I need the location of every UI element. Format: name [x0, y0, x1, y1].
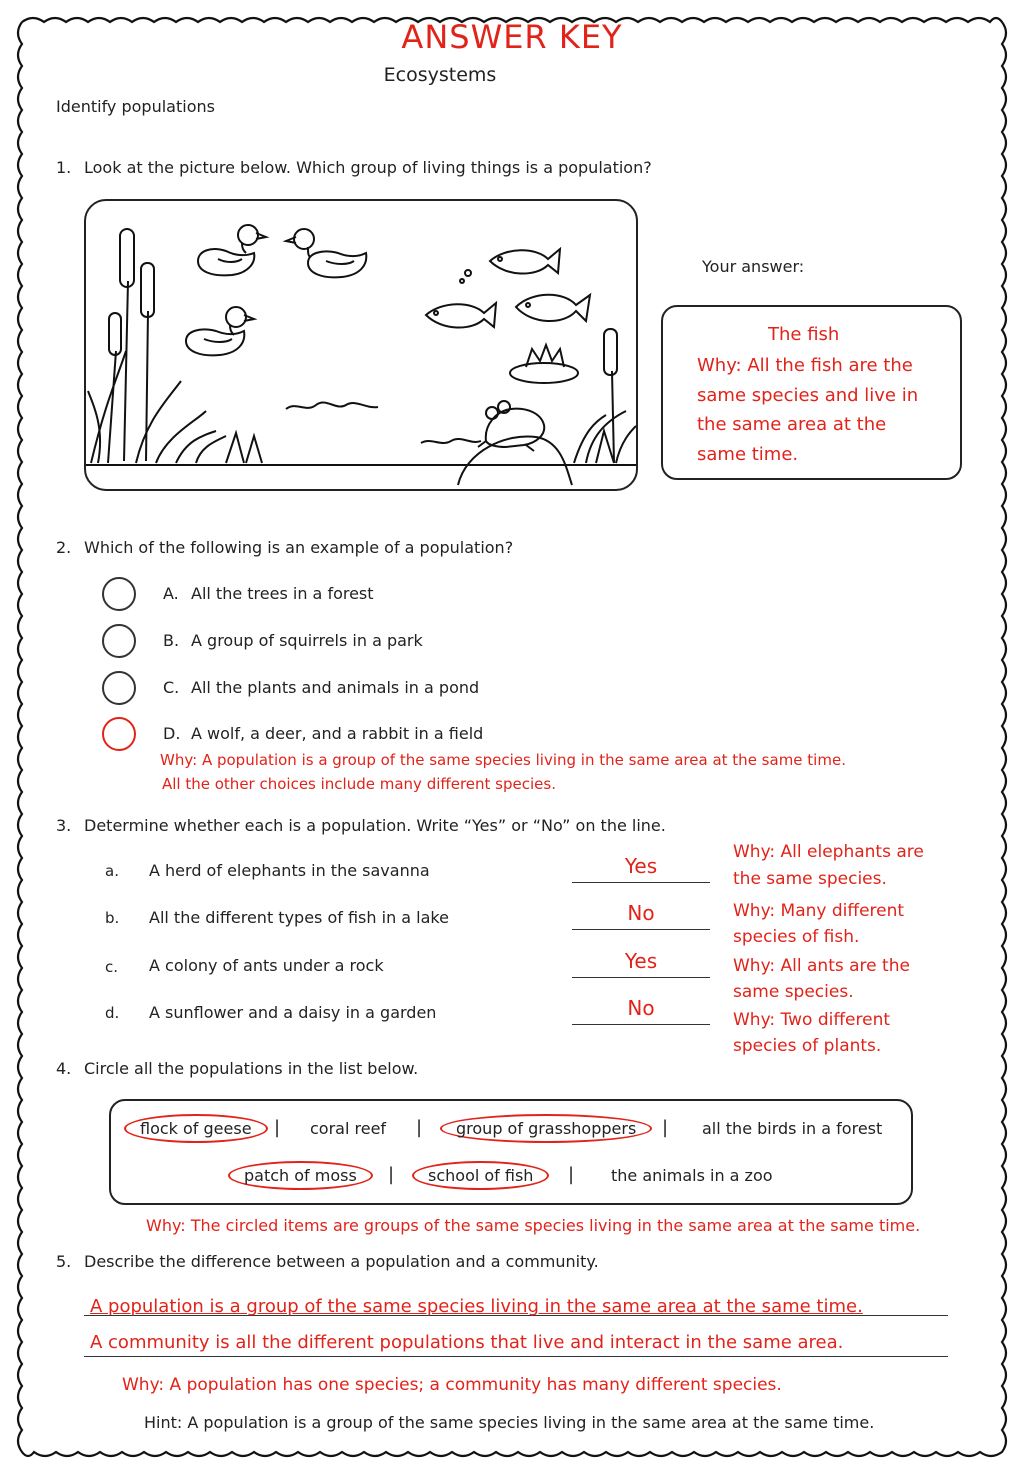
q3-answer-field[interactable]: Yes [572, 854, 710, 883]
q3-number: 3. [56, 816, 72, 835]
answer-key-title: ANSWER KEY [401, 18, 623, 56]
list-separator: | [274, 1117, 281, 1138]
duck-icon [186, 307, 254, 355]
q3-why-line: species of fish. [733, 927, 860, 947]
q1-answer-line: the same area at the [697, 414, 887, 435]
option-b-text: A group of squirrels in a park [191, 631, 423, 650]
q3-row-text: A sunflower and a daisy in a garden [149, 1003, 437, 1022]
list-item[interactable]: the animals in a zoo [611, 1166, 773, 1185]
q2-text: Which of the following is an example of a population? [84, 538, 514, 557]
q3-answer-field[interactable]: Yes [572, 949, 710, 978]
option-a-label: A. [163, 584, 179, 603]
list-item[interactable]: coral reef [310, 1119, 387, 1138]
section-heading: Identify populations [56, 97, 215, 116]
list-item[interactable]: all the birds in a forest [702, 1119, 883, 1138]
list-separator: | [568, 1164, 575, 1185]
q1-answer-line: Why: All the fish are the [697, 355, 913, 376]
list-separator: | [416, 1117, 423, 1138]
your-answer-label: Your answer: [702, 257, 805, 276]
list-separator: | [388, 1164, 395, 1185]
q3-why-line: the same species. [733, 869, 887, 889]
q4-why: Why: The circled items are groups of the same species living in the same area at the same time. [146, 1216, 921, 1235]
grass-icon [574, 411, 636, 463]
q5-text: Describe the difference between a population and a community. [84, 1252, 599, 1271]
q1-number: 1. [56, 158, 72, 177]
q5-why: Why: A population has one species; a community has many different species. [122, 1375, 782, 1395]
list-item-circled[interactable]: patch of moss [228, 1161, 373, 1190]
option-c-label: C. [163, 678, 180, 697]
option-c-text: All the plants and animals in a pond [191, 678, 480, 697]
option-a-text: All the trees in a forest [191, 584, 374, 603]
q5-answer-line-1[interactable]: A population is a group of the same species living in the same area at the same time. [90, 1296, 863, 1317]
list-item-circled[interactable]: flock of geese [124, 1114, 268, 1143]
q2-why-line: All the other choices include many different species. [162, 775, 556, 793]
cattail-icon [604, 329, 617, 463]
q3-answer-field[interactable]: No [572, 996, 710, 1025]
duck-icon [286, 229, 366, 277]
pond-illustration [86, 201, 636, 489]
rock-icon [458, 436, 572, 485]
q3-row-text: A colony of ants under a rock [149, 956, 384, 975]
q4-number: 4. [56, 1059, 72, 1078]
option-b-radio[interactable] [102, 624, 136, 658]
list-separator: | [662, 1117, 669, 1138]
q3-why-line: Why: All elephants are [733, 842, 924, 862]
list-item-circled[interactable]: group of grasshoppers [440, 1114, 652, 1143]
option-d-radio[interactable] [102, 717, 136, 751]
duck-icon [198, 225, 266, 275]
q3-why-line: species of plants. [733, 1036, 882, 1056]
q3-row-text: All the different types of fish in a lake [149, 908, 449, 927]
q5-answer-line-2[interactable]: A community is all the different populations that live and interact in the same area. [90, 1332, 844, 1353]
pond-picture [84, 199, 638, 491]
q2-why-line: Why: A population is a group of the same species living in the same area at the same time. [160, 751, 846, 769]
water-lily-icon [510, 345, 578, 383]
q3-row-letter: d. [105, 1004, 120, 1022]
q4-text: Circle all the populations in the list below. [84, 1059, 419, 1078]
q3-why-line: same species. [733, 982, 854, 1002]
fish-icon [426, 249, 590, 328]
frog-icon [478, 401, 544, 451]
q3-row-letter: c. [105, 958, 119, 976]
q3-why-line: Why: All ants are the [733, 956, 910, 976]
q1-answer-line: same species and live in [697, 385, 919, 406]
q2-number: 2. [56, 538, 72, 557]
option-d-text: A wolf, a deer, and a rabbit in a field [191, 724, 484, 743]
q5-number: 5. [56, 1252, 72, 1271]
answer-line [84, 1356, 948, 1357]
q3-why-line: Why: Two different [733, 1010, 891, 1030]
list-item-circled[interactable]: school of fish [412, 1161, 549, 1190]
option-a-radio[interactable] [102, 577, 136, 611]
q3-why-line: Why: Many different [733, 901, 905, 921]
cattail-icon [108, 229, 154, 463]
q5-hint: Hint: A population is a group of the same species living in the same area at the same time. [144, 1413, 875, 1432]
q1-answer-line: The fish [768, 324, 840, 345]
q3-row-letter: b. [105, 909, 120, 927]
q3-answer-field[interactable]: No [572, 901, 710, 930]
option-c-radio[interactable] [102, 671, 136, 705]
subject-title: Ecosystems [383, 64, 497, 86]
q3-row-letter: a. [105, 862, 119, 880]
option-b-label: B. [163, 631, 180, 650]
option-d-label: D. [163, 724, 181, 743]
q3-text: Determine whether each is a population. Write “Yes” or “No” on the line. [84, 816, 666, 835]
q3-row-text: A herd of elephants in the savanna [149, 861, 430, 880]
q1-answer-line: same time. [697, 444, 799, 465]
q1-text: Look at the picture below. Which group of living things is a population? [84, 158, 652, 177]
